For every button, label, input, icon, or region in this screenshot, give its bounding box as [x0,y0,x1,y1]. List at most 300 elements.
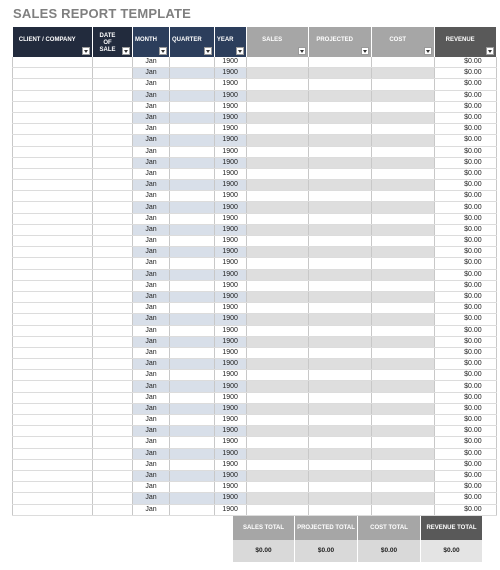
cell-month[interactable]: Jan [133,325,170,336]
cell-projected[interactable] [308,269,371,280]
cell-client[interactable] [13,269,93,280]
cell-month[interactable]: Jan [133,314,170,325]
cell-client[interactable] [13,314,93,325]
cell-year[interactable]: 1900 [214,403,246,414]
cell-month[interactable]: Jan [133,370,170,381]
cell-projected[interactable] [308,135,371,146]
cell-cost[interactable] [371,213,434,224]
cell-date[interactable] [93,168,133,179]
cell-month[interactable]: Jan [133,112,170,123]
cell-sales[interactable] [246,191,308,202]
cell-client[interactable] [13,359,93,370]
cell-quarter[interactable] [170,493,215,504]
cell-projected[interactable] [308,247,371,258]
cell-sales[interactable] [246,269,308,280]
cell-sales[interactable] [246,303,308,314]
cell-client[interactable] [13,381,93,392]
cell-revenue[interactable]: $0.00 [434,280,496,291]
cell-projected[interactable] [308,101,371,112]
cell-month[interactable]: Jan [133,280,170,291]
cell-projected[interactable] [308,303,371,314]
cell-date[interactable] [93,437,133,448]
cell-cost[interactable] [371,202,434,213]
cell-year[interactable]: 1900 [214,303,246,314]
cell-client[interactable] [13,459,93,470]
cell-cost[interactable] [371,269,434,280]
cell-quarter[interactable] [170,359,215,370]
cell-quarter[interactable] [170,459,215,470]
cell-month[interactable]: Jan [133,180,170,191]
cell-quarter[interactable] [170,258,215,269]
cell-month[interactable]: Jan [133,303,170,314]
cell-quarter[interactable] [170,68,215,79]
cell-year[interactable]: 1900 [214,437,246,448]
cell-sales[interactable] [246,459,308,470]
cell-cost[interactable] [371,392,434,403]
cell-projected[interactable] [308,224,371,235]
cell-cost[interactable] [371,448,434,459]
cell-revenue[interactable]: $0.00 [434,291,496,302]
cell-sales[interactable] [246,403,308,414]
cell-projected[interactable] [308,191,371,202]
cell-projected[interactable] [308,392,371,403]
cell-projected[interactable] [308,146,371,157]
cell-quarter[interactable] [170,347,215,358]
cell-month[interactable]: Jan [133,347,170,358]
cell-year[interactable]: 1900 [214,359,246,370]
cell-month[interactable]: Jan [133,157,170,168]
cell-cost[interactable] [371,381,434,392]
cell-cost[interactable] [371,112,434,123]
filter-dropdown-icon[interactable] [159,47,167,55]
cell-client[interactable] [13,437,93,448]
cell-cost[interactable] [371,504,434,515]
cell-date[interactable] [93,314,133,325]
cell-projected[interactable] [308,79,371,90]
cell-client[interactable] [13,247,93,258]
cell-revenue[interactable]: $0.00 [434,202,496,213]
cell-date[interactable] [93,280,133,291]
cell-sales[interactable] [246,213,308,224]
cell-quarter[interactable] [170,135,215,146]
cell-year[interactable]: 1900 [214,291,246,302]
cell-cost[interactable] [371,135,434,146]
cell-quarter[interactable] [170,336,215,347]
cell-year[interactable]: 1900 [214,347,246,358]
cell-date[interactable] [93,415,133,426]
cell-client[interactable] [13,101,93,112]
cell-year[interactable]: 1900 [214,381,246,392]
cell-client[interactable] [13,280,93,291]
cell-date[interactable] [93,303,133,314]
cell-cost[interactable] [371,303,434,314]
cell-month[interactable]: Jan [133,470,170,481]
cell-date[interactable] [93,470,133,481]
cell-month[interactable]: Jan [133,135,170,146]
cell-cost[interactable] [371,291,434,302]
cell-year[interactable]: 1900 [214,426,246,437]
cell-quarter[interactable] [170,381,215,392]
cell-projected[interactable] [308,57,371,68]
cell-year[interactable]: 1900 [214,470,246,481]
cell-revenue[interactable]: $0.00 [434,180,496,191]
cell-year[interactable]: 1900 [214,157,246,168]
cell-year[interactable]: 1900 [214,448,246,459]
cell-cost[interactable] [371,370,434,381]
cell-client[interactable] [13,236,93,247]
cell-projected[interactable] [308,359,371,370]
cell-projected[interactable] [308,470,371,481]
cell-quarter[interactable] [170,470,215,481]
cell-sales[interactable] [246,68,308,79]
cell-date[interactable] [93,157,133,168]
cell-client[interactable] [13,202,93,213]
cell-cost[interactable] [371,57,434,68]
cell-cost[interactable] [371,403,434,414]
cell-quarter[interactable] [170,370,215,381]
cell-client[interactable] [13,415,93,426]
cell-revenue[interactable]: $0.00 [434,269,496,280]
cell-year[interactable]: 1900 [214,247,246,258]
cell-client[interactable] [13,124,93,135]
cell-month[interactable]: Jan [133,68,170,79]
filter-dropdown-icon[interactable] [122,47,130,55]
cell-cost[interactable] [371,90,434,101]
cell-revenue[interactable]: $0.00 [434,437,496,448]
cell-cost[interactable] [371,258,434,269]
cell-client[interactable] [13,392,93,403]
cell-year[interactable]: 1900 [214,135,246,146]
cell-quarter[interactable] [170,168,215,179]
cell-date[interactable] [93,101,133,112]
cell-year[interactable]: 1900 [214,504,246,515]
cell-revenue[interactable]: $0.00 [434,448,496,459]
cell-quarter[interactable] [170,236,215,247]
cell-revenue[interactable]: $0.00 [434,347,496,358]
cell-revenue[interactable]: $0.00 [434,247,496,258]
cell-quarter[interactable] [170,426,215,437]
cell-quarter[interactable] [170,280,215,291]
cell-date[interactable] [93,90,133,101]
cell-month[interactable]: Jan [133,359,170,370]
cell-date[interactable] [93,224,133,235]
cell-revenue[interactable]: $0.00 [434,68,496,79]
cell-year[interactable]: 1900 [214,202,246,213]
cell-cost[interactable] [371,68,434,79]
cell-month[interactable]: Jan [133,482,170,493]
cell-client[interactable] [13,504,93,515]
cell-sales[interactable] [246,381,308,392]
cell-date[interactable] [93,347,133,358]
cell-date[interactable] [93,135,133,146]
cell-client[interactable] [13,426,93,437]
cell-cost[interactable] [371,157,434,168]
cell-year[interactable]: 1900 [214,191,246,202]
cell-projected[interactable] [308,347,371,358]
cell-projected[interactable] [308,157,371,168]
cell-revenue[interactable]: $0.00 [434,370,496,381]
cell-sales[interactable] [246,359,308,370]
cell-quarter[interactable] [170,79,215,90]
cell-year[interactable]: 1900 [214,146,246,157]
cell-date[interactable] [93,79,133,90]
cell-cost[interactable] [371,168,434,179]
cell-month[interactable]: Jan [133,191,170,202]
cell-month[interactable]: Jan [133,291,170,302]
cell-month[interactable]: Jan [133,146,170,157]
cell-sales[interactable] [246,504,308,515]
cell-quarter[interactable] [170,224,215,235]
cell-client[interactable] [13,403,93,414]
cell-month[interactable]: Jan [133,90,170,101]
cell-month[interactable]: Jan [133,504,170,515]
cell-date[interactable] [93,191,133,202]
cell-revenue[interactable]: $0.00 [434,258,496,269]
cell-client[interactable] [13,57,93,68]
cell-cost[interactable] [371,101,434,112]
cell-projected[interactable] [308,381,371,392]
cell-date[interactable] [93,202,133,213]
cell-year[interactable]: 1900 [214,493,246,504]
cell-cost[interactable] [371,236,434,247]
cell-quarter[interactable] [170,213,215,224]
cell-date[interactable] [93,180,133,191]
cell-sales[interactable] [246,426,308,437]
cell-date[interactable] [93,236,133,247]
cell-projected[interactable] [308,258,371,269]
cell-year[interactable]: 1900 [214,459,246,470]
filter-dropdown-icon[interactable] [424,47,432,55]
cell-date[interactable] [93,504,133,515]
cell-date[interactable] [93,381,133,392]
cell-date[interactable] [93,258,133,269]
cell-year[interactable]: 1900 [214,79,246,90]
cell-month[interactable]: Jan [133,213,170,224]
cell-year[interactable]: 1900 [214,482,246,493]
filter-dropdown-icon[interactable] [361,47,369,55]
cell-revenue[interactable]: $0.00 [434,79,496,90]
cell-sales[interactable] [246,180,308,191]
cell-cost[interactable] [371,146,434,157]
cell-quarter[interactable] [170,57,215,68]
cell-quarter[interactable] [170,247,215,258]
cell-date[interactable] [93,493,133,504]
cell-year[interactable]: 1900 [214,258,246,269]
cell-revenue[interactable]: $0.00 [434,57,496,68]
cell-revenue[interactable]: $0.00 [434,336,496,347]
cell-sales[interactable] [246,224,308,235]
cell-date[interactable] [93,482,133,493]
cell-quarter[interactable] [170,146,215,157]
cell-year[interactable]: 1900 [214,392,246,403]
cell-cost[interactable] [371,280,434,291]
cell-projected[interactable] [308,415,371,426]
cell-year[interactable]: 1900 [214,269,246,280]
cell-quarter[interactable] [170,303,215,314]
cell-month[interactable]: Jan [133,437,170,448]
cell-year[interactable]: 1900 [214,336,246,347]
cell-quarter[interactable] [170,124,215,135]
cell-quarter[interactable] [170,504,215,515]
cell-month[interactable]: Jan [133,426,170,437]
cell-month[interactable]: Jan [133,124,170,135]
cell-sales[interactable] [246,124,308,135]
cell-sales[interactable] [246,314,308,325]
cell-projected[interactable] [308,124,371,135]
cell-projected[interactable] [308,314,371,325]
cell-revenue[interactable]: $0.00 [434,325,496,336]
cell-projected[interactable] [308,112,371,123]
cell-quarter[interactable] [170,392,215,403]
cell-quarter[interactable] [170,325,215,336]
cell-date[interactable] [93,403,133,414]
cell-sales[interactable] [246,470,308,481]
cell-cost[interactable] [371,437,434,448]
cell-year[interactable]: 1900 [214,112,246,123]
cell-cost[interactable] [371,426,434,437]
cell-year[interactable]: 1900 [214,68,246,79]
cell-revenue[interactable]: $0.00 [434,168,496,179]
cell-quarter[interactable] [170,403,215,414]
cell-projected[interactable] [308,180,371,191]
cell-month[interactable]: Jan [133,57,170,68]
cell-month[interactable]: Jan [133,224,170,235]
cell-sales[interactable] [246,258,308,269]
cell-cost[interactable] [371,224,434,235]
cell-client[interactable] [13,180,93,191]
cell-year[interactable]: 1900 [214,325,246,336]
cell-client[interactable] [13,68,93,79]
cell-sales[interactable] [246,247,308,258]
cell-sales[interactable] [246,325,308,336]
cell-revenue[interactable]: $0.00 [434,303,496,314]
cell-date[interactable] [93,57,133,68]
cell-year[interactable]: 1900 [214,90,246,101]
cell-sales[interactable] [246,112,308,123]
filter-dropdown-icon[interactable] [486,47,494,55]
cell-date[interactable] [93,269,133,280]
cell-projected[interactable] [308,336,371,347]
cell-quarter[interactable] [170,415,215,426]
cell-date[interactable] [93,336,133,347]
cell-client[interactable] [13,303,93,314]
cell-sales[interactable] [246,482,308,493]
cell-client[interactable] [13,325,93,336]
cell-projected[interactable] [308,504,371,515]
cell-month[interactable]: Jan [133,381,170,392]
cell-sales[interactable] [246,437,308,448]
cell-revenue[interactable]: $0.00 [434,236,496,247]
cell-quarter[interactable] [170,448,215,459]
cell-sales[interactable] [246,370,308,381]
cell-projected[interactable] [308,90,371,101]
cell-sales[interactable] [246,392,308,403]
cell-sales[interactable] [246,146,308,157]
cell-revenue[interactable]: $0.00 [434,381,496,392]
cell-cost[interactable] [371,359,434,370]
cell-sales[interactable] [246,236,308,247]
cell-quarter[interactable] [170,269,215,280]
filter-dropdown-icon[interactable] [82,47,90,55]
cell-month[interactable]: Jan [133,236,170,247]
cell-revenue[interactable]: $0.00 [434,157,496,168]
cell-revenue[interactable]: $0.00 [434,135,496,146]
cell-projected[interactable] [308,213,371,224]
cell-cost[interactable] [371,124,434,135]
cell-quarter[interactable] [170,157,215,168]
cell-quarter[interactable] [170,482,215,493]
cell-month[interactable]: Jan [133,258,170,269]
cell-date[interactable] [93,146,133,157]
cell-client[interactable] [13,90,93,101]
cell-sales[interactable] [246,90,308,101]
cell-quarter[interactable] [170,101,215,112]
cell-year[interactable]: 1900 [214,415,246,426]
cell-client[interactable] [13,347,93,358]
cell-date[interactable] [93,392,133,403]
cell-sales[interactable] [246,347,308,358]
cell-quarter[interactable] [170,191,215,202]
cell-client[interactable] [13,291,93,302]
cell-projected[interactable] [308,236,371,247]
cell-cost[interactable] [371,180,434,191]
cell-projected[interactable] [308,482,371,493]
cell-month[interactable]: Jan [133,493,170,504]
cell-revenue[interactable]: $0.00 [434,482,496,493]
cell-sales[interactable] [246,135,308,146]
cell-projected[interactable] [308,202,371,213]
cell-cost[interactable] [371,493,434,504]
cell-quarter[interactable] [170,202,215,213]
cell-year[interactable]: 1900 [214,124,246,135]
cell-revenue[interactable]: $0.00 [434,493,496,504]
cell-client[interactable] [13,112,93,123]
cell-sales[interactable] [246,57,308,68]
cell-date[interactable] [93,291,133,302]
cell-cost[interactable] [371,415,434,426]
cell-date[interactable] [93,426,133,437]
cell-month[interactable]: Jan [133,459,170,470]
cell-year[interactable]: 1900 [214,213,246,224]
cell-projected[interactable] [308,403,371,414]
cell-cost[interactable] [371,79,434,90]
cell-month[interactable]: Jan [133,392,170,403]
cell-cost[interactable] [371,191,434,202]
cell-cost[interactable] [371,325,434,336]
cell-revenue[interactable]: $0.00 [434,90,496,101]
cell-date[interactable] [93,213,133,224]
cell-projected[interactable] [308,280,371,291]
cell-date[interactable] [93,247,133,258]
cell-client[interactable] [13,470,93,481]
cell-client[interactable] [13,191,93,202]
cell-sales[interactable] [246,336,308,347]
cell-revenue[interactable]: $0.00 [434,314,496,325]
cell-client[interactable] [13,79,93,90]
cell-client[interactable] [13,493,93,504]
cell-projected[interactable] [308,370,371,381]
cell-year[interactable]: 1900 [214,314,246,325]
cell-cost[interactable] [371,470,434,481]
cell-year[interactable]: 1900 [214,180,246,191]
cell-client[interactable] [13,146,93,157]
cell-year[interactable]: 1900 [214,57,246,68]
cell-cost[interactable] [371,314,434,325]
cell-month[interactable]: Jan [133,403,170,414]
cell-client[interactable] [13,168,93,179]
cell-client[interactable] [13,213,93,224]
cell-projected[interactable] [308,437,371,448]
